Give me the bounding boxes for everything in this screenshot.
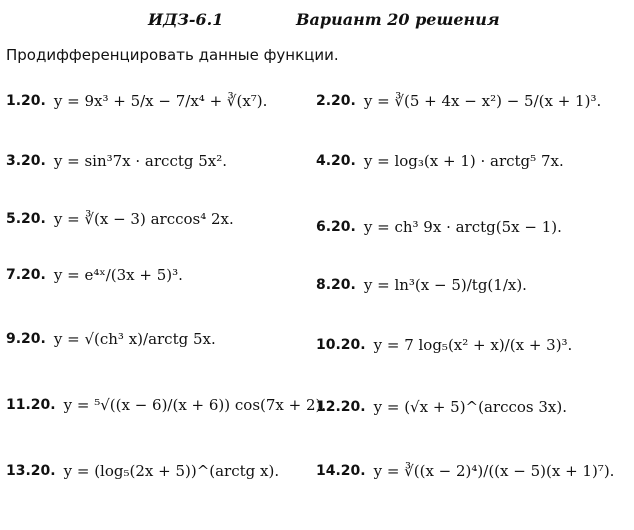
problem-expression: y = ln³(x − 5)/tg(1/x). [363, 276, 527, 294]
problem-number: 7.20. [6, 267, 46, 283]
problem-expression: y = √(ch³ x)/arctg 5x. [53, 330, 216, 348]
problem-number: 9.20. [6, 331, 46, 347]
problem-8 [316, 276, 527, 294]
problem-11 [6, 396, 326, 414]
problem-5 [6, 210, 234, 228]
problem-number: 3.20. [6, 153, 46, 169]
problem-13 [6, 462, 279, 480]
problem-3 [6, 152, 227, 170]
problem-4 [316, 152, 564, 170]
problem-number: 12.20. [316, 399, 366, 415]
problem-number: 8.20. [316, 277, 356, 293]
problem-expression: y = sin³7x · arcctg 5x². [53, 152, 228, 170]
problem-number: 13.20. [6, 463, 56, 479]
problem-9 [6, 330, 216, 348]
problem-expression: y = ∛((x − 2)⁴)/((x − 5)(x + 1)⁷). [373, 462, 615, 480]
problem-14 [316, 462, 614, 480]
problem-expression: y = ⁵√((x − 6)/(x + 6)) cos(7x + 2). [63, 396, 327, 414]
document-title: ИДЗ-6.1 [148, 10, 224, 29]
problem-number: 11.20. [6, 397, 56, 413]
problem-expression: y = (log₅(2x + 5))^(arctg x). [63, 462, 280, 480]
problem-number: 1.20. [6, 93, 46, 109]
variant-title: Вариант 20 решения [296, 10, 500, 29]
problem-12 [316, 398, 567, 416]
problem-6 [316, 218, 562, 236]
problem-1 [6, 92, 267, 110]
problem-number: 5.20. [6, 211, 46, 227]
problem-expression: y = (√x + 5)^(arccos 3x). [373, 398, 568, 416]
problem-2 [316, 92, 601, 110]
problem-number: 6.20. [316, 219, 356, 235]
problem-expression: y = e⁴ˣ/(3x + 5)³. [53, 266, 183, 284]
problem-expression: y = ∛(5 + 4x − x²) − 5/(x + 1)³. [363, 92, 602, 110]
problem-number: 10.20. [316, 337, 366, 353]
task-instruction: Продифференцировать данные функции. [6, 46, 339, 64]
problem-number: 14.20. [316, 463, 366, 479]
problem-expression: y = 7 log₅(x² + x)/(x + 3)³. [373, 336, 573, 354]
problem-expression: y = ch³ 9x · arctg(5x − 1). [363, 218, 562, 236]
problem-10 [316, 336, 572, 354]
problem-expression: y = 9x³ + 5/x − 7/x⁴ + ∛(x⁷). [53, 92, 268, 110]
problem-7 [6, 266, 183, 284]
problem-number: 2.20. [316, 93, 356, 109]
problem-expression: y = ∛(x − 3) arccos⁴ 2x. [53, 210, 234, 228]
problem-number: 4.20. [316, 153, 356, 169]
problem-expression: y = log₃(x + 1) · arctg⁵ 7x. [363, 152, 564, 170]
